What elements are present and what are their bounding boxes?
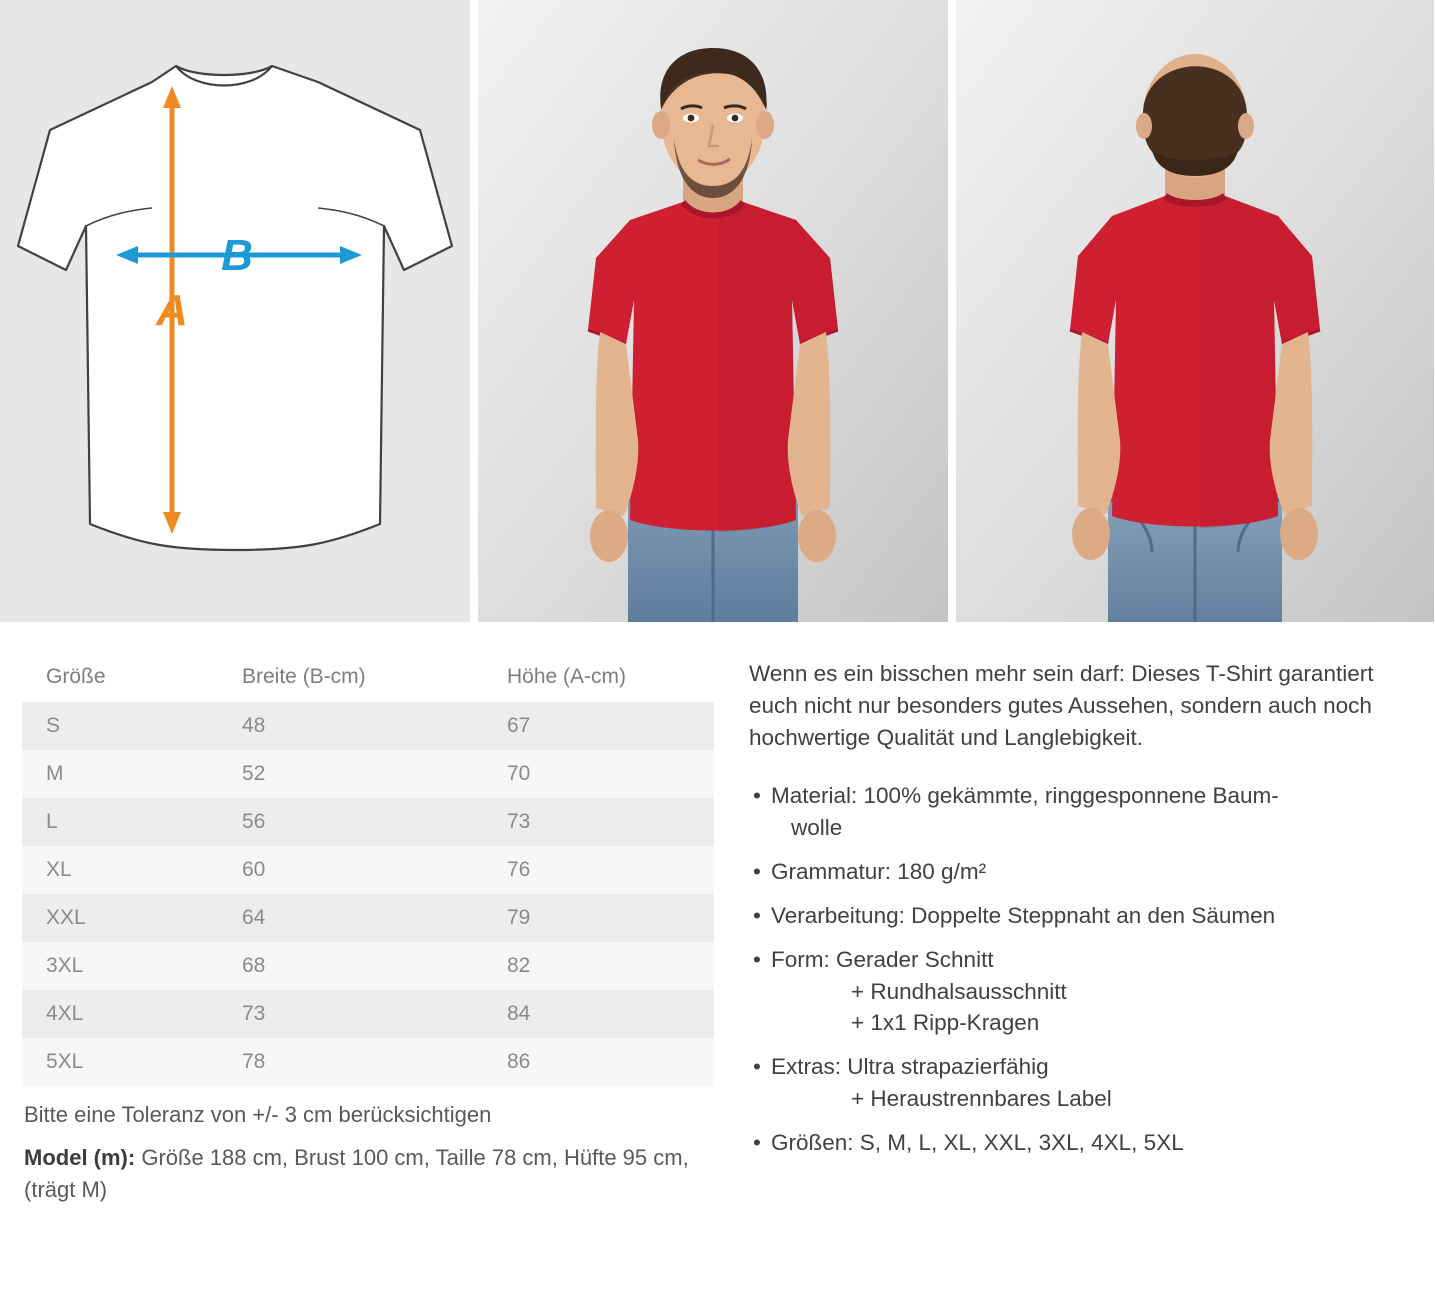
cell-height: 84 [483,990,714,1038]
feature-text: Grammatur: 180 g/m² [771,858,987,884]
size-table [22,652,714,1086]
table-header-row [22,652,714,702]
model-note-text: Größe 188 cm, Brust 100 cm, Taille 78 cm, Hüfte 95 cm, (trägt M) [24,1145,689,1202]
cell-width: 68 [218,942,483,990]
list-item [749,1127,1415,1159]
cell-height: 79 [483,894,714,942]
description-intro: Wenn es ein bisschen mehr sein darf: Dieses T-Shirt garantiert euch nicht nur besonders gutes Aussehen, sondern auch noch hochwertige Qualität und Langlebigkeit. [749,661,1374,750]
feature-text: Verarbeitung: Doppelte Steppnaht an den Säumen [771,902,1276,928]
list-item [749,856,1415,888]
cell-width: 64 [218,894,483,942]
feature-sub-item: + Rundhalsausschnitt [851,978,1067,1004]
cell-size: 4XL [22,990,218,1038]
table-row [22,798,714,846]
model-note-label: Model (m): [24,1145,136,1170]
list-item [749,780,1415,844]
list-item [749,1051,1415,1115]
cell-size: M [22,750,218,798]
cell-size: L [22,798,218,846]
table-row [22,990,714,1038]
cell-width: 52 [218,750,483,798]
width-label-B: B [221,231,253,280]
model-front-illustration [478,0,948,622]
product-image-row [0,0,1435,622]
cell-width: 48 [218,702,483,750]
cell-size: 5XL [22,1038,218,1086]
model-back-photo [956,0,1434,622]
table-row [22,894,714,942]
feature-text: Form: Gerader Schnitt [771,946,994,972]
size-table-column [0,622,725,1206]
cell-width: 56 [218,798,483,846]
table-row [22,846,714,894]
cell-size: S [22,702,218,750]
cell-height: 67 [483,702,714,750]
cell-height: 70 [483,750,714,798]
column-header-width: Breite (B-cm) [218,652,483,702]
feature-list [749,780,1415,1159]
cell-width: 78 [218,1038,483,1086]
tolerance-note: Bitte eine Toleranz von +/- 3 cm berücksichtigen [24,1102,492,1127]
product-details-row [0,622,1435,1206]
cell-height: 82 [483,942,714,990]
feature-text: Größen: S, M, L, XL, XXL, 3XL, 4XL, 5XL [771,1130,1184,1156]
column-header-size: Größe [22,652,218,702]
cell-height: 76 [483,846,714,894]
feature-text: Extras: Ultra strapazierfähig [771,1054,1049,1080]
model-measurements-note [24,1142,705,1206]
height-label-A: A [156,286,188,335]
table-row [22,750,714,798]
feature-sub-item: + 1x1 Ripp-Kragen [851,1010,1040,1036]
cell-size: 3XL [22,942,218,990]
tshirt-technical-drawing-icon [0,0,470,622]
size-diagram-panel [0,0,470,622]
cell-height: 73 [483,798,714,846]
cell-width: 73 [218,990,483,1038]
feature-text-continuation: wolle [791,814,843,840]
cell-height: 86 [483,1038,714,1086]
cell-width: 60 [218,846,483,894]
model-front-photo [478,0,948,622]
cell-size: XXL [22,894,218,942]
column-header-height: Höhe (A-cm) [483,652,714,702]
model-back-illustration [956,0,1434,622]
table-row [22,702,714,750]
table-row [22,942,714,990]
cell-size: XL [22,846,218,894]
description-column [725,622,1435,1206]
list-item [749,900,1415,932]
feature-sub-item: + Heraustrennbares Label [851,1086,1112,1112]
table-row [22,1038,714,1086]
list-item [749,944,1415,1040]
feature-text: Material: 100% gekämmte, ringgesponnene Baum- [771,782,1279,808]
